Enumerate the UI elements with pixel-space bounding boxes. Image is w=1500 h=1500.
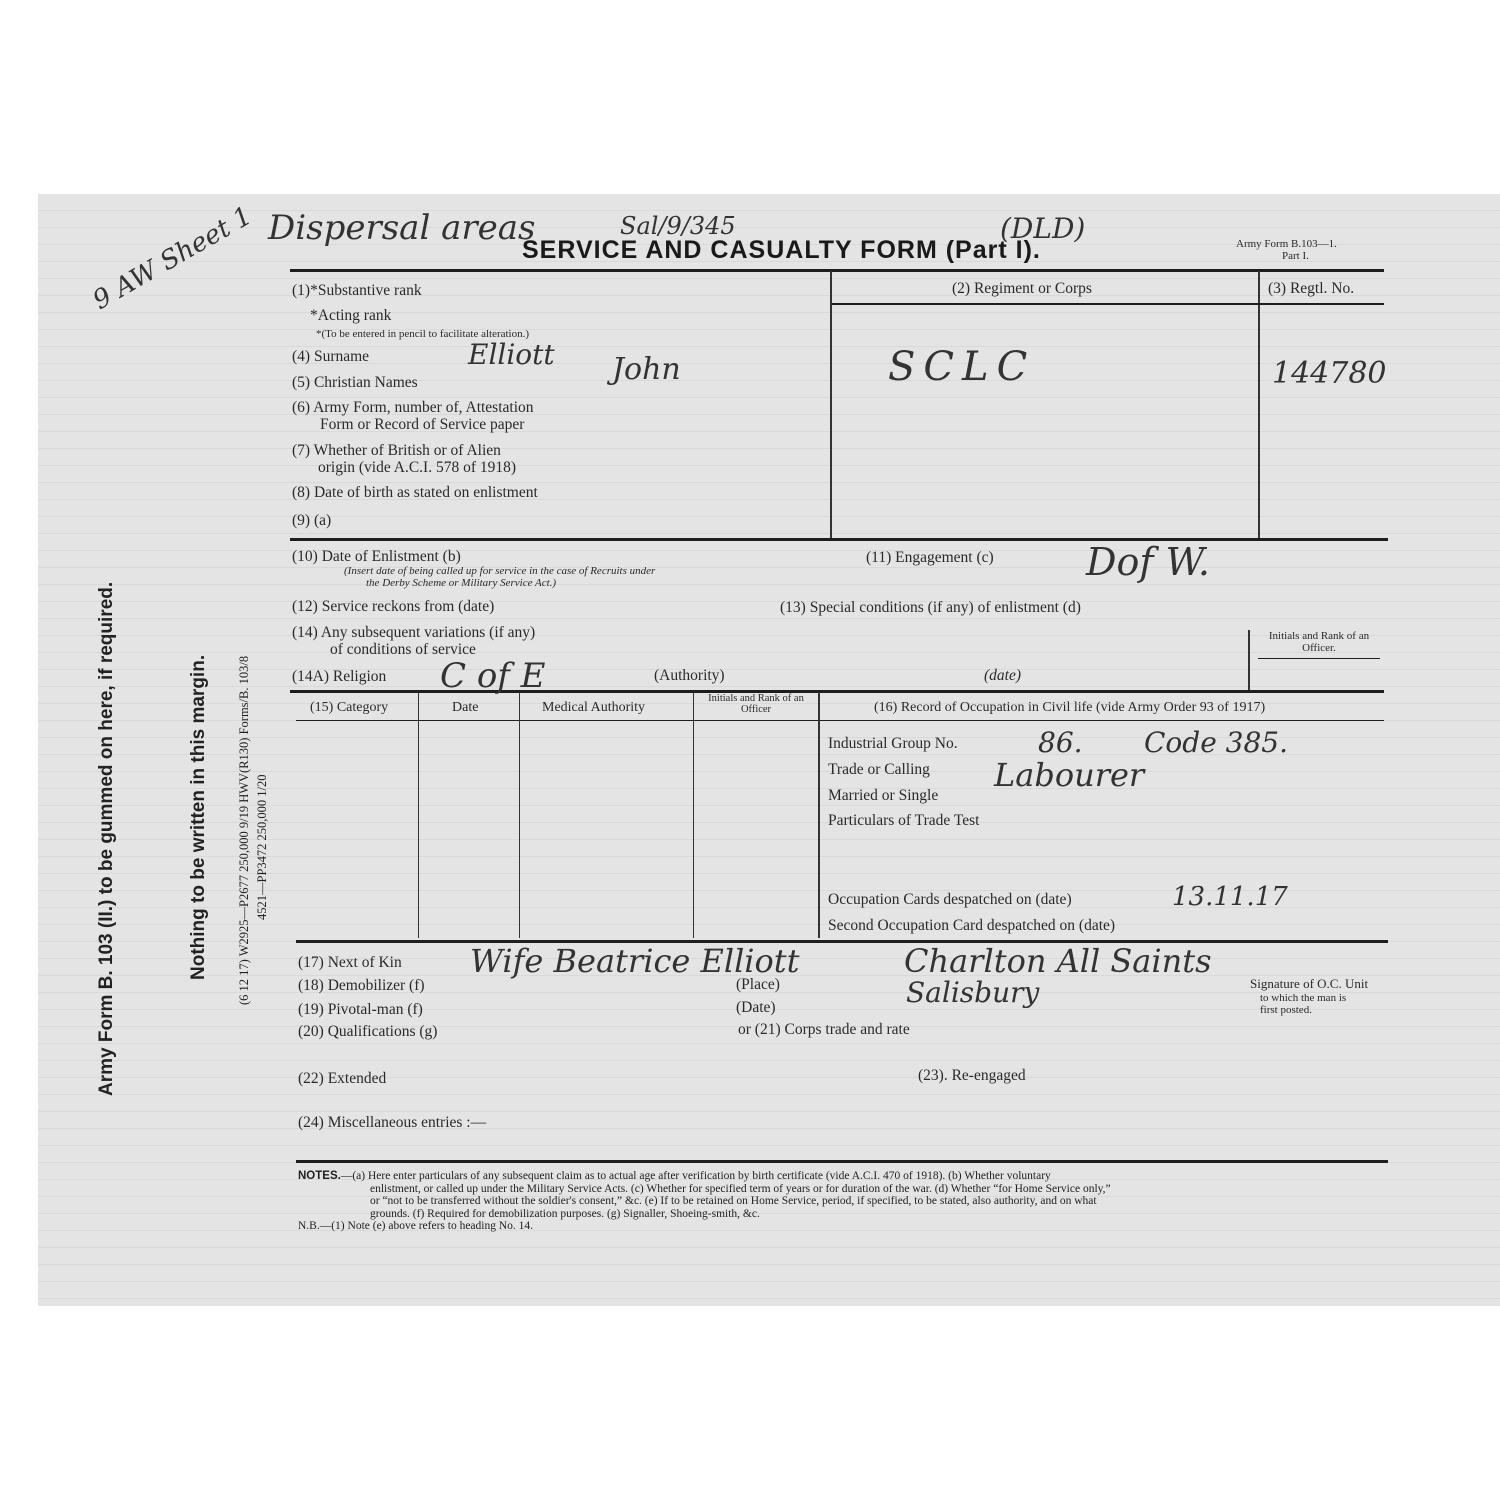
dispersal-annotation: Dispersal areas [268, 208, 536, 248]
field-pivotal: (19) Pivotal-man (f) [298, 1001, 423, 1018]
dld-annotation: (DLD) [1000, 212, 1086, 245]
signature-oc-3: first posted. [1260, 1004, 1312, 1016]
field-occupation-cards: Occupation Cards despatched on (date) [828, 891, 1072, 908]
code-value: Code 385. [1144, 726, 1289, 759]
field-regtl-no: (3) Regtl. No. [1268, 280, 1355, 297]
initials-rank-col-header: Initials and Rank of an Officer [708, 693, 804, 715]
field-corps-trade: or (21) Corps trade and rate [738, 1021, 910, 1038]
divider-initials-col [693, 692, 694, 938]
regiment-value: SCLC [888, 344, 1036, 390]
category-header: (15) Category [310, 700, 389, 715]
notes-label: NOTES. [298, 1170, 341, 1182]
occupation-date-value: 13.11.17 [1172, 882, 1288, 912]
industrial-group-value: 86. [1038, 726, 1083, 759]
nothing-margin-text: Nothing to be written in this margin. [188, 654, 209, 980]
enlistment-note-1: (Insert date of being called up for service in the case of Recruits under [344, 565, 656, 577]
christian-name-value: John [612, 352, 681, 387]
signature-oc-1: Signature of O.C. Unit [1250, 976, 1369, 991]
field-married: Married or Single [828, 787, 939, 804]
regiment-underline [832, 303, 1384, 305]
field-place: (Place) [736, 976, 780, 993]
initials-rank-header: Initials and Rank of an Officer. [1268, 630, 1370, 654]
field-trade-test: Particulars of Trade Test [828, 812, 980, 829]
divider-date [418, 692, 419, 938]
top-rule [290, 269, 1384, 272]
section-rule-3 [296, 940, 1388, 943]
field-next-of-kin: (17) Next of Kin [298, 954, 402, 971]
field-origin: origin (vide A.C.I. 578 of 1918) [318, 459, 517, 476]
medical-authority-header: Medical Authority [542, 700, 646, 715]
print-code: (6 12 17) W2925—P2677 250,000 9/19 HWV(R130) Forms/B. 103/8 [237, 655, 251, 1005]
field-qualifications: (20) Qualifications (g) [298, 1023, 438, 1040]
field-british-alien: (7) Whether of British or of Alien [292, 442, 501, 459]
field-army-form: (6) Army Form, number of, Attestation [292, 399, 534, 416]
field-acting-rank: *Acting rank [310, 307, 392, 324]
field-demobilizer: (18) Demobilizer (f) [298, 977, 425, 994]
signature-oc-2: to which the man is [1260, 992, 1347, 1004]
notes-line-3: or “not to be transferred without the soldier's consent,” &c. (e) If to be retained on Home Service, period, if specified, to be stated, also authority, and on what [370, 1195, 1097, 1208]
section-rule-1 [290, 538, 1388, 541]
army-form-number: Army Form B.103—1. [1236, 238, 1337, 250]
field-second-occupation: Second Occupation Card despatched on (date) [828, 917, 1116, 934]
notes-nb: N.B.—(1) Note (e) above refers to heading No. 14. [298, 1220, 534, 1233]
army-form-part: Part I. [1282, 250, 1309, 262]
field-date-of-birth: (8) Date of birth as stated on enlistment [292, 484, 538, 501]
notes-line-2: enlistment, or called up under the Military Service Acts. (c) Whether for specified term of years or for duration of the war. (d) Whether “for Home Service only,” [370, 1182, 1111, 1195]
trade-value: Labourer [994, 756, 1145, 794]
next-of-kin-place-2: Salisbury [906, 976, 1040, 1009]
field-extended: (22) Extended [298, 1070, 387, 1087]
next-of-kin-value: Wife Beatrice Elliott [470, 942, 800, 980]
field-variations: (14) Any subsequent variations (if any) [292, 624, 536, 641]
divider-regtl-no [1258, 271, 1260, 539]
next-of-kin-place: Charlton All Saints [904, 942, 1212, 980]
field-surname: (4) Surname [292, 348, 370, 365]
field-substantive-rank: (1)*Substantive rank [292, 282, 422, 299]
field-religion: (14A) Religion [292, 668, 387, 685]
field-army-form-2: Form or Record of Service paper [320, 416, 525, 433]
margin-note-annotation: 9 AW Sheet 1 [88, 200, 258, 316]
date-header: Date [452, 700, 479, 715]
field-service-reckons: (12) Service reckons from (date) [292, 598, 495, 615]
religion-value: C of E [440, 656, 546, 696]
field-date-19: (Date) [736, 999, 776, 1016]
print-code-2: 4521—PP3472 250,000 1/20 [255, 774, 269, 920]
gummed-margin-text: Army Form B. 103 (II.) to be gummed on here, if required. [96, 581, 117, 1096]
field-industrial-group: Industrial Group No. [828, 735, 958, 752]
divider-regiment [830, 271, 832, 539]
category-header-rule [296, 720, 1384, 721]
field-9a: (9) (a) [292, 512, 332, 529]
field-special-conditions: (13) Special conditions (if any) of enlistment (d) [780, 599, 1081, 616]
field-authority: (Authority) [654, 667, 725, 684]
form-title: SERVICE AND CASUALTY FORM (Part I). [522, 236, 1041, 264]
regtl-no-value: 144780 [1272, 356, 1387, 391]
surname-value: Elliott [468, 338, 555, 371]
divider-medical [519, 692, 520, 938]
field-christian-names: (5) Christian Names [292, 374, 418, 391]
field-trade: Trade or Calling [828, 761, 930, 778]
reference-annotation: Sal/9/345 [620, 212, 736, 240]
field-regiment: (2) Regiment or Corps [952, 280, 1092, 297]
field-miscellaneous: (24) Miscellaneous entries :— [298, 1114, 487, 1131]
divider-initials [1248, 630, 1250, 690]
engagement-value: Dof W. [1086, 540, 1210, 584]
notes-line-4: grounds. (f) Required for demobilization purposes. (g) Signaller, Shoeing-smith, &c. [370, 1207, 760, 1220]
field-variations-2: of conditions of service [330, 641, 476, 658]
field-engagement: (11) Engagement (c) [866, 549, 994, 566]
enlistment-note-2: the Derby Scheme or Military Service Act.) [366, 577, 557, 589]
notes-rule [296, 1160, 1388, 1163]
initials-underline [1258, 658, 1380, 659]
notes-line-1: —(a) Here enter particulars of any subsequent claim as to actual age after verification by birth certificate (vide A.C.I. 470 of 1918). (b) Whether voluntary [340, 1170, 1051, 1182]
field-date-14a: (date) [984, 667, 1022, 684]
occupation-header: (16) Record of Occupation in Civil life (vide Army Order 93 of 1917) [874, 700, 1266, 715]
notes-block [298, 1170, 1388, 1233]
pencil-note: *(To be entered in pencil to facilitate alteration.) [316, 328, 530, 340]
field-date-enlistment: (10) Date of Enlistment (b) [292, 548, 461, 565]
divider-occupation [818, 692, 820, 938]
field-re-engaged: (23). Re-engaged [918, 1067, 1026, 1084]
